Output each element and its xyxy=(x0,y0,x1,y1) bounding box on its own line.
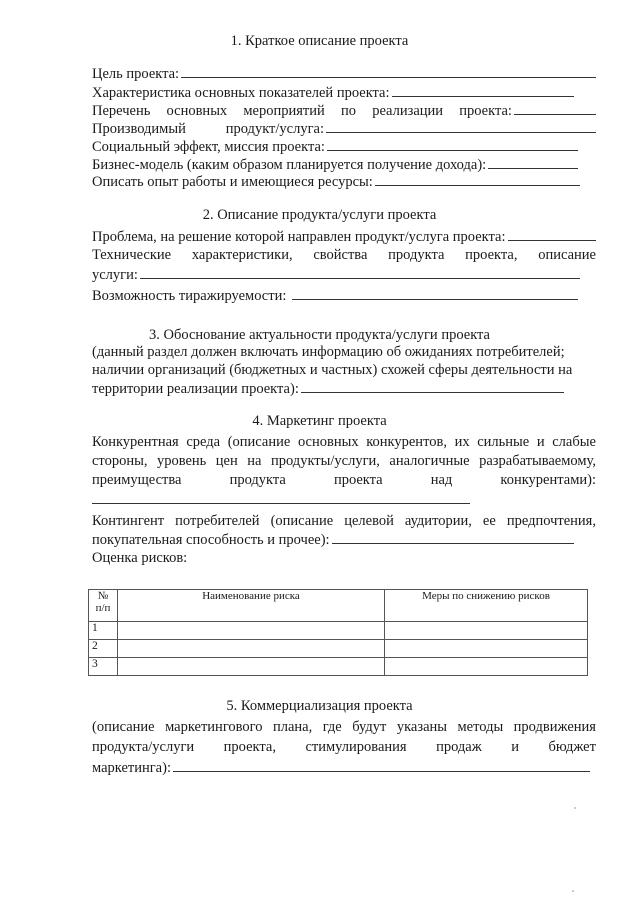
risk-table xyxy=(88,589,588,676)
scaling-label: Возможность тиражируемости: xyxy=(92,288,287,304)
word: преимущества xyxy=(92,472,182,488)
product-field xyxy=(92,119,596,139)
word: продукты/услуги, xyxy=(270,453,380,469)
word: Контингент xyxy=(92,513,165,529)
word: будут xyxy=(352,719,387,735)
section-3-heading: 3. Обоснование актуальности продукта/услуги проекта xyxy=(149,327,490,343)
tech-blank[interactable] xyxy=(140,265,580,279)
risk-name-cell[interactable] xyxy=(118,622,385,640)
word: реализации xyxy=(372,103,444,119)
word: продукта xyxy=(229,472,286,488)
word: указаны xyxy=(396,719,448,735)
s3-line-3: территории реализации проекта): xyxy=(92,381,299,397)
events-blank[interactable] xyxy=(514,101,596,115)
s3-line-2: наличии организаций (бюджетных и частных) схожей сферы деятельности на xyxy=(92,362,573,378)
risk-name-cell[interactable] xyxy=(118,640,385,658)
word: проекта xyxy=(333,472,383,488)
word: (описание xyxy=(270,513,334,529)
word: плана, xyxy=(272,719,313,735)
word: потребителей xyxy=(175,513,260,529)
indicators-field xyxy=(92,83,596,103)
word: уровень xyxy=(156,453,207,469)
comp-line-1 xyxy=(92,433,596,452)
comp-blank-line xyxy=(92,490,596,504)
word: продукта/услуги xyxy=(92,739,195,755)
s5-field xyxy=(92,758,596,778)
word: конкурентами): xyxy=(500,472,596,488)
word: цен xyxy=(215,453,238,469)
word: проекта: xyxy=(459,103,512,119)
comp-blank[interactable] xyxy=(92,490,470,504)
social-label: Социальный эффект, миссия проекта: xyxy=(92,139,325,155)
problem-label: Проблема, на решение которой направлен продукт/услуга проекта: xyxy=(92,229,506,245)
risk-name-cell[interactable] xyxy=(118,658,385,676)
business-blank[interactable] xyxy=(488,155,578,169)
word: слабые xyxy=(552,434,596,450)
word: Производимый xyxy=(92,121,186,137)
word: (описание xyxy=(92,719,155,735)
s5-line-3: маркетинга): xyxy=(92,760,171,776)
social-blank[interactable] xyxy=(327,137,578,151)
risk-measures-cell[interactable] xyxy=(385,640,588,658)
risk-measures-cell[interactable] xyxy=(385,658,588,676)
word: продаж xyxy=(436,739,482,755)
word: на xyxy=(247,453,262,469)
word: продвижения xyxy=(513,719,596,735)
goal-field xyxy=(92,64,596,84)
col-num-abbr: п/п xyxy=(95,602,111,614)
s3-field xyxy=(92,379,596,399)
word: проекта, xyxy=(465,247,518,263)
section-1-heading: 1. Краткое описание проекта xyxy=(230,33,409,49)
cont-field xyxy=(92,530,596,550)
word: Технические xyxy=(92,247,172,263)
word: и xyxy=(511,739,519,755)
problem-field xyxy=(92,227,596,247)
word: и xyxy=(536,434,545,450)
tech-cont-label: услуги: xyxy=(92,267,138,283)
s5-line-1 xyxy=(92,718,596,737)
tech-line xyxy=(92,246,596,265)
goal-blank[interactable] xyxy=(181,64,596,78)
word: стимулирования xyxy=(305,739,407,755)
word: где xyxy=(322,719,342,735)
word: свойства xyxy=(313,247,368,263)
s5-blank[interactable] xyxy=(173,758,590,772)
comp-line-3 xyxy=(92,471,596,490)
scaling-field xyxy=(92,286,596,306)
risk-measures-cell[interactable] xyxy=(385,622,588,640)
word: среда xyxy=(186,434,221,450)
col-num-symbol: № xyxy=(97,590,109,602)
word: мероприятий xyxy=(243,103,325,119)
section-2-heading: 2. Описание продукта/услуги проекта xyxy=(202,207,437,223)
s5-line-2 xyxy=(92,738,596,757)
experience-label: Описать опыт работы и имеющиеся ресурсы: xyxy=(92,174,373,190)
table-row xyxy=(89,622,588,640)
section-4-heading: 4. Маркетинг проекта xyxy=(252,413,387,429)
cont-line-1 xyxy=(92,512,596,531)
row-number: 2 xyxy=(89,640,118,658)
col-num-header xyxy=(89,590,118,622)
row-number: 1 xyxy=(89,622,118,640)
word: Перечень xyxy=(92,103,151,119)
goal-label: Цель проекта: xyxy=(92,66,180,82)
word: проекта, xyxy=(223,739,276,755)
word: основных xyxy=(297,434,359,450)
word: аудитории, xyxy=(404,513,472,529)
col-name-header: Наименование риска xyxy=(118,590,385,622)
scaling-blank[interactable] xyxy=(292,286,578,300)
product-blank[interactable] xyxy=(326,119,596,133)
word: конкурентов, xyxy=(366,434,447,450)
word: бюджет xyxy=(548,739,596,755)
word: целевой xyxy=(344,513,394,529)
cont-blank[interactable] xyxy=(332,530,574,544)
tech-field xyxy=(92,265,596,285)
word: ее xyxy=(482,513,496,529)
comp-line-2 xyxy=(92,452,596,471)
events-field xyxy=(92,101,596,121)
word: маркетингового xyxy=(165,719,263,735)
scan-speck xyxy=(574,807,576,809)
word: характеристики, xyxy=(191,247,293,263)
problem-blank[interactable] xyxy=(508,227,597,241)
word: предпочтения, xyxy=(506,513,596,529)
word: продукта xyxy=(388,247,445,263)
word: разрабатываемому, xyxy=(479,453,596,469)
scan-speck xyxy=(572,890,574,892)
s3-blank[interactable] xyxy=(301,379,564,393)
risk-label: Оценка рисков: xyxy=(92,550,188,566)
risk-table-header xyxy=(89,590,588,622)
s3-line-1: (данный раздел должен включать информацию об ожиданиях потребителей; xyxy=(92,344,565,360)
row-number: 3 xyxy=(89,658,118,676)
word: стороны, xyxy=(92,453,148,469)
word: продукт/услуга: xyxy=(225,121,324,137)
experience-blank[interactable] xyxy=(375,172,580,186)
word: их xyxy=(454,434,470,450)
word: описание xyxy=(538,247,596,263)
col-measures-header: Меры по снижению рисков xyxy=(385,590,588,622)
business-label: Бизнес-модель (каким образом планируется получение дохода): xyxy=(92,157,487,173)
experience-field xyxy=(92,172,596,192)
section-5-heading: 5. Коммерциализация проекта xyxy=(226,698,413,714)
word: (описание xyxy=(227,434,291,450)
cont-line-2: покупательная способность и прочее): xyxy=(92,532,330,548)
indicators-label: Характеристика основных показателей проекта: xyxy=(92,85,390,101)
indicators-blank[interactable] xyxy=(392,83,574,97)
table-row xyxy=(89,658,588,676)
word: сильные xyxy=(477,434,530,450)
word: над xyxy=(430,472,453,488)
word: аналогичные xyxy=(389,453,470,469)
word: основных xyxy=(166,103,228,119)
word: Конкурентная xyxy=(92,434,179,450)
table-row xyxy=(89,640,588,658)
word: методы xyxy=(457,719,504,735)
social-field xyxy=(92,137,596,157)
word: по xyxy=(340,103,356,119)
